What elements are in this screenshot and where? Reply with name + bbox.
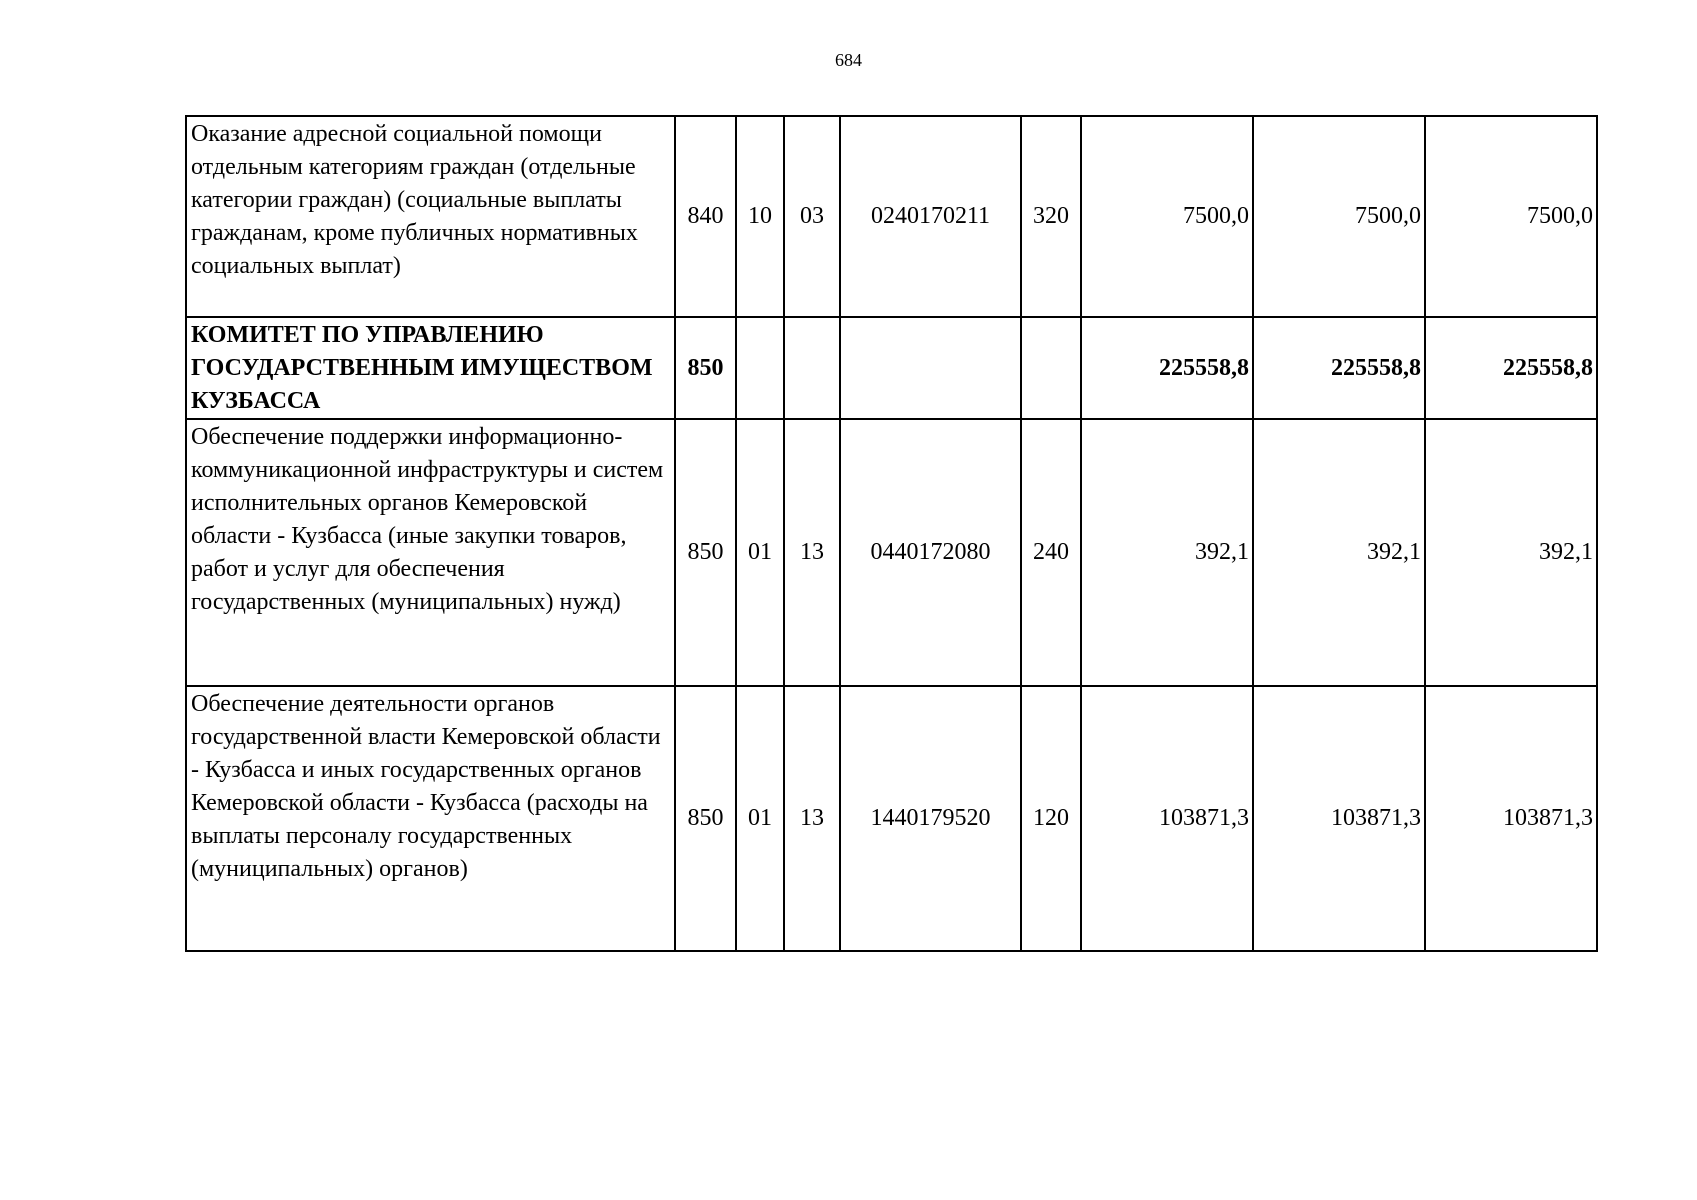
budget-table bbox=[185, 115, 1598, 952]
section-code: 01 bbox=[736, 686, 784, 951]
ministry-code: 850 bbox=[675, 317, 736, 419]
amount-year-3: 392,1 bbox=[1425, 419, 1597, 686]
row-description: Обеспечение деятельности органов государственной власти Кемеровской области - Кузбасса и иных государственных органов Кемеровской области - Кузбасса (расходы на выплаты персоналу государственных (муниципальных) органов) bbox=[186, 686, 675, 951]
amount-year-2: 392,1 bbox=[1253, 419, 1425, 686]
row-description: Обеспечение поддержки информационно-коммуникационной инфраструктуры и систем исполнительных органов Кемеровской области - Кузбасса (иные закупки товаров, работ и услуг для обеспечения государственных (муниципальных) нужд) bbox=[186, 419, 675, 686]
ministry-code: 850 bbox=[675, 686, 736, 951]
subsection-code: 13 bbox=[784, 686, 840, 951]
amount-year-2: 225558,8 bbox=[1253, 317, 1425, 419]
table-row bbox=[186, 686, 1597, 951]
subsection-code: 13 bbox=[784, 419, 840, 686]
target-article-code: 0240170211 bbox=[840, 116, 1021, 317]
amount-year-3: 7500,0 bbox=[1425, 116, 1597, 317]
target-article-code bbox=[840, 317, 1021, 419]
subsection-code bbox=[784, 317, 840, 419]
amount-year-2: 103871,3 bbox=[1253, 686, 1425, 951]
subsection-code: 03 bbox=[784, 116, 840, 317]
amount-year-3: 225558,8 bbox=[1425, 317, 1597, 419]
target-article-code: 0440172080 bbox=[840, 419, 1021, 686]
row-description: Оказание адресной социальной помощи отдельным категориям граждан (отдельные категории граждан) (социальные выплаты гражданам, кроме публичных нормативных социальных выплат) bbox=[186, 116, 675, 317]
ministry-code: 840 bbox=[675, 116, 736, 317]
expense-type-code: 240 bbox=[1021, 419, 1081, 686]
expense-type-code: 120 bbox=[1021, 686, 1081, 951]
table-row bbox=[186, 116, 1597, 317]
amount-year-3: 103871,3 bbox=[1425, 686, 1597, 951]
section-code: 01 bbox=[736, 419, 784, 686]
amount-year-1: 225558,8 bbox=[1081, 317, 1253, 419]
amount-year-1: 7500,0 bbox=[1081, 116, 1253, 317]
table-row-total bbox=[186, 317, 1597, 419]
ministry-code: 850 bbox=[675, 419, 736, 686]
table-row bbox=[186, 419, 1597, 686]
row-description: КОМИТЕТ ПО УПРАВЛЕНИЮ ГОСУДАРСТВЕННЫМ ИМУЩЕСТВОМ КУЗБАССА bbox=[186, 317, 675, 419]
amount-year-1: 392,1 bbox=[1081, 419, 1253, 686]
section-code bbox=[736, 317, 784, 419]
section-code: 10 bbox=[736, 116, 784, 317]
page-number: 684 bbox=[835, 50, 862, 70]
expense-type-code: 320 bbox=[1021, 116, 1081, 317]
expense-type-code bbox=[1021, 317, 1081, 419]
amount-year-1: 103871,3 bbox=[1081, 686, 1253, 951]
amount-year-2: 7500,0 bbox=[1253, 116, 1425, 317]
target-article-code: 1440179520 bbox=[840, 686, 1021, 951]
